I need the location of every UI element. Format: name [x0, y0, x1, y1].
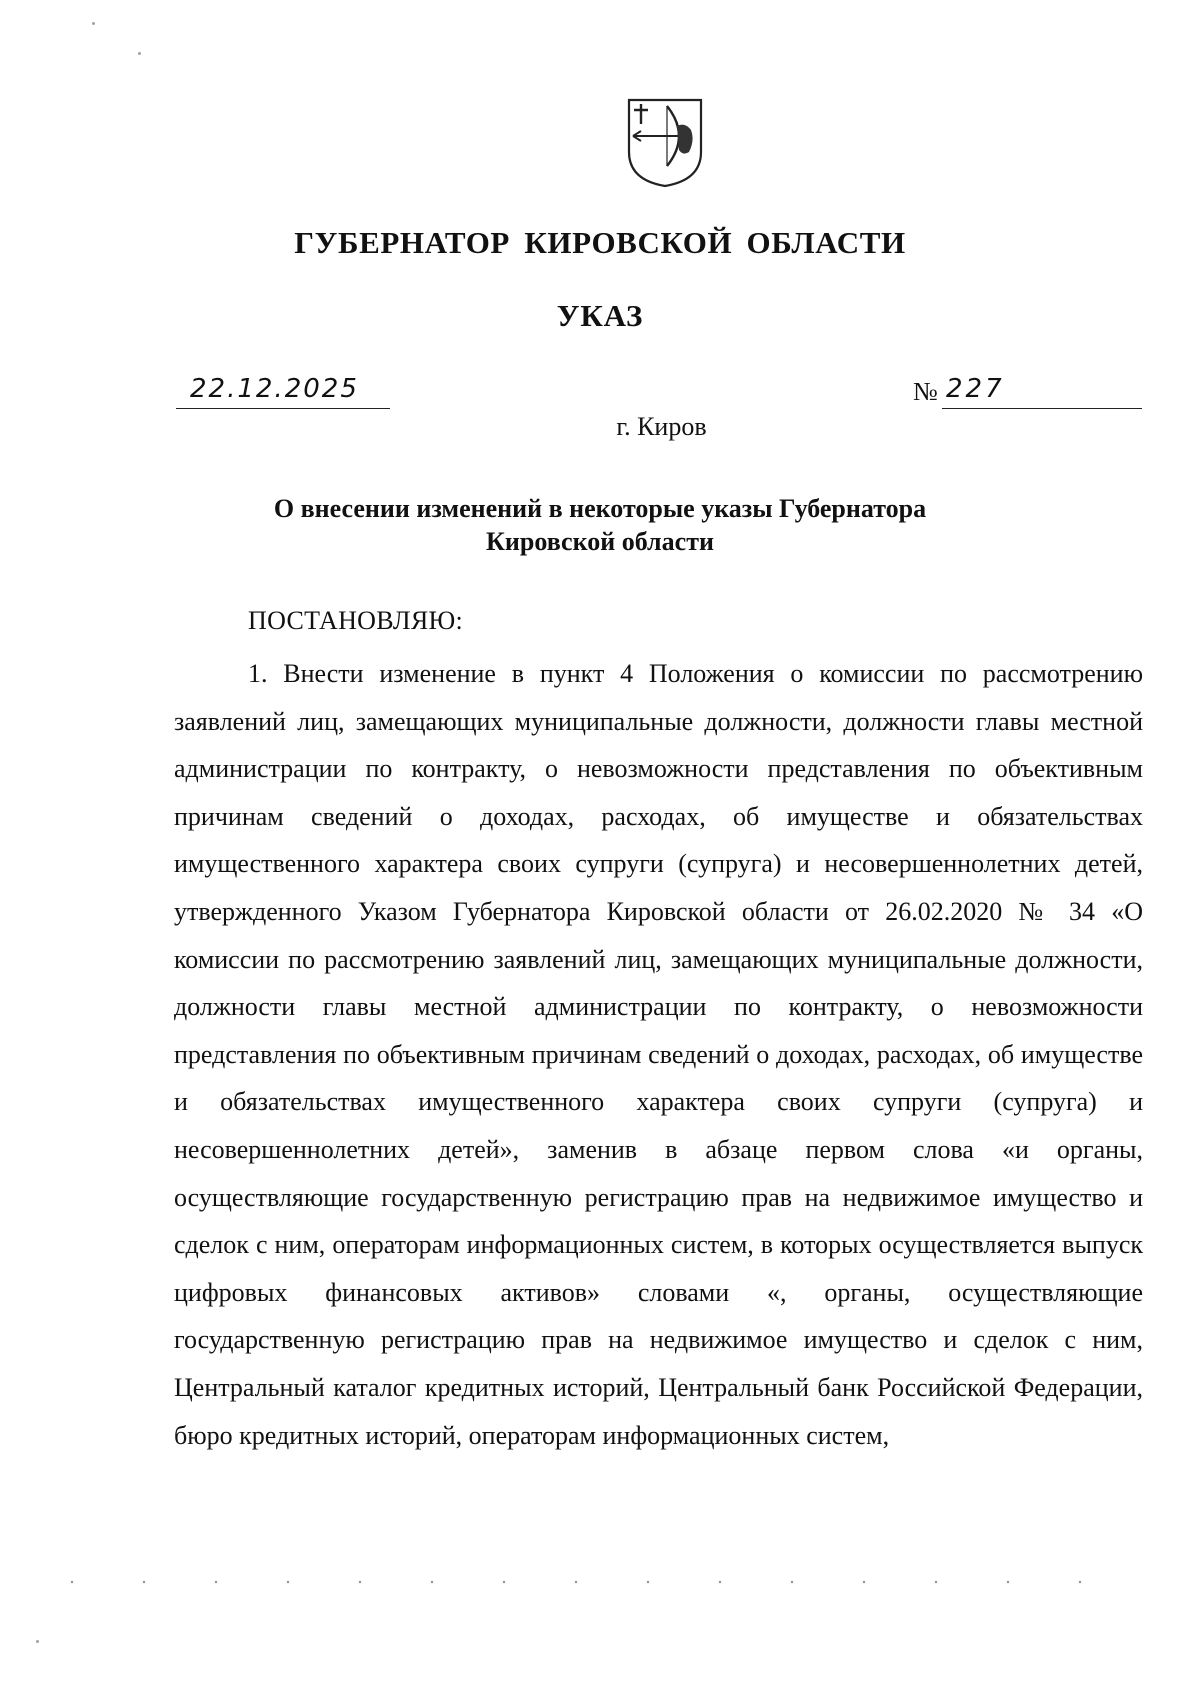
- coat-of-arms-icon: [625, 96, 705, 188]
- number-sign: №: [913, 377, 938, 406]
- city-line: г. Киров: [616, 412, 707, 441]
- decree-word: ПОСТАНОВЛЯЮ:: [248, 606, 464, 635]
- handwritten-date: 22.12.2025: [190, 374, 359, 404]
- document-type: УКАЗ: [556, 298, 644, 333]
- number-field: [942, 376, 1142, 409]
- scan-speck: [92, 22, 95, 25]
- heading-text: О внесении изменений в некоторые указы Губернатора Кировской области: [273, 494, 927, 556]
- document-heading: [0, 492, 1200, 558]
- paragraph-1: 1. Внести изменение в пункт 4 Положения о комиссии по рассмотрению заявлений лиц, замещающих муниципальные должности, должности главы местной администрации по контракту, о невозможности представления по объективным причинам сведений о доходах, расходах, об имуществе и обязательствах имущественного характера своих супруги (супруга) и несовершеннолетних детей, утвержденного Указом Губернатора Кировской области от 26.02.2020 № 34 «О комиссии по рассмотрению заявлений лиц, замещающих муниципальные должности, должности главы местной администрации по контракту, о невозможности представления по объективным причинам сведений о доходах, расходах, об имуществе и обязательствах имущественного характера своих супруги (супруга) и несовершеннолетних детей», заменив в абзаце первом слова «и органы, осуществляющие государственную регистрацию прав на недвижимое имущество и сделок с ним, операторам информационных систем, в которых осуществляется выпуск цифровых финансовых активов» словами «, органы, осуществляющие государственную регистрацию прав на недвижимое имущество и сделок с ним, Центральный каталог кредитных историй, Центральный банк Российской Федерации, бюро кредитных историй, операторам информационных систем,: [174, 659, 1143, 1450]
- authority-title: ГУБЕРНАТОР КИРОВСКОЙ ОБЛАСТИ: [294, 225, 906, 260]
- handwritten-number: 227: [946, 374, 1005, 404]
- scan-speck: [36, 1640, 39, 1643]
- page-bottom-dots: [36, 1580, 1146, 1584]
- scan-speck: [138, 52, 141, 55]
- date-field: [176, 376, 390, 409]
